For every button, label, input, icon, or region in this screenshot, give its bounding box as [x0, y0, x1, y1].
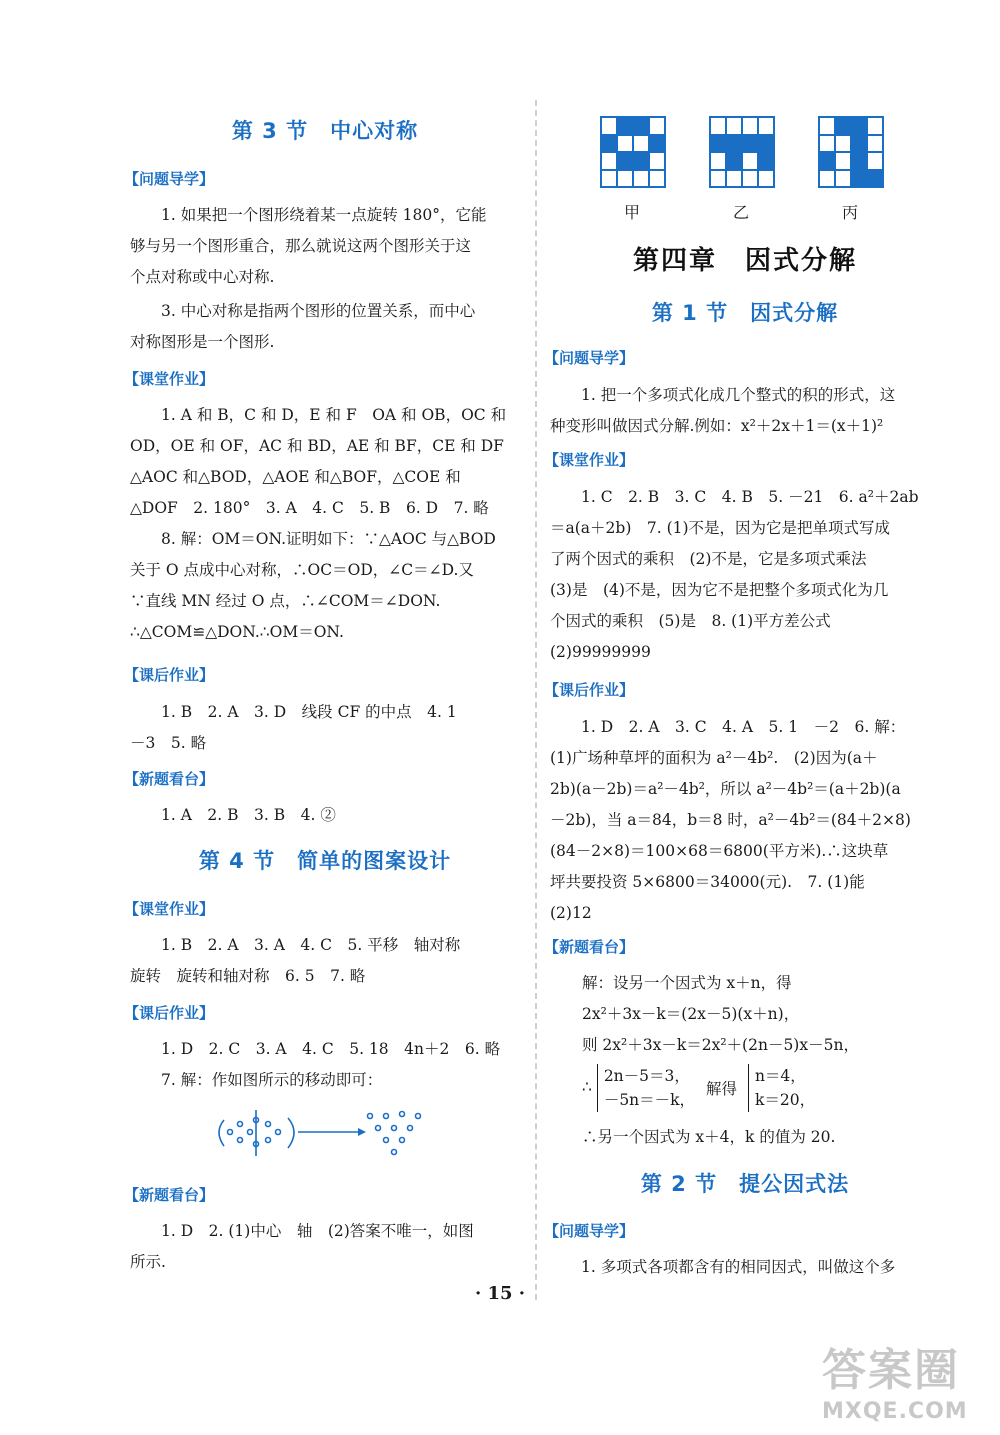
- grid-cell: [758, 135, 774, 153]
- grid-cell: [819, 117, 835, 135]
- line: －3 5. 略: [130, 734, 207, 752]
- line: 个因式的乘积 (5)是 8. (1)平方差公式: [550, 612, 831, 630]
- grid-cell: [726, 135, 742, 153]
- grid-cell: [835, 135, 851, 153]
- line: 8. 解：OM＝ON.证明如下：∵△AOC 与△BOD: [161, 530, 496, 548]
- q3-text: [130, 296, 520, 358]
- line: △DOF 2. 180° 3. A 4. C 5. B 6. D 7. 略: [130, 499, 489, 517]
- grid-cell: [867, 135, 883, 153]
- tag-kehou: 【课后作业】: [544, 681, 635, 699]
- line: ∴另一个因式为 x＋4，k 的值为 20.: [582, 1128, 836, 1146]
- grid-cell: [742, 170, 758, 188]
- grid-cell: [758, 152, 774, 170]
- grid-figure-bing: [818, 116, 884, 188]
- line: 1. 把一个多项式化成几个整式的积的形式，这: [581, 386, 896, 404]
- grid-label-bing: 丙: [841, 203, 858, 222]
- watermark: [822, 1343, 992, 1431]
- line: (2)99999999: [550, 643, 651, 661]
- grid-cell: [867, 117, 883, 135]
- grid-cell: [617, 135, 633, 153]
- line: 1. D 2. A 3. C 4. A 5. 1 －2 6. 解：: [581, 718, 906, 736]
- grid-figure-jia: [600, 116, 666, 188]
- line: 1. A 2. B 3. B 4. ②: [161, 806, 336, 824]
- watermark-logo-text: 答案圈: [822, 1345, 960, 1396]
- grid-cell: [633, 117, 649, 135]
- line: 对称图形是一个图形.: [130, 333, 275, 351]
- grid-cell: [851, 117, 867, 135]
- system-right: [748, 1064, 815, 1112]
- line: 种变形叫做因式分解.例如：x²＋2x＋1＝(x＋1)²: [550, 417, 884, 435]
- system-left: [597, 1064, 695, 1112]
- grid-cell: [851, 135, 867, 153]
- grid-cell: [617, 152, 633, 170]
- grid-cell: [617, 170, 633, 188]
- column-divider: [535, 100, 537, 1300]
- chapter-title: 第四章 因式分解: [632, 246, 857, 276]
- grid-cell: [835, 117, 851, 135]
- equation: k＝20，: [754, 1091, 816, 1109]
- line: 1. B 2. A 3. A 4. C 5. 平移 轴对称: [161, 936, 461, 954]
- kehou2-text: [130, 1034, 520, 1096]
- ketang2-text: [130, 930, 520, 992]
- grid-cell: [710, 117, 726, 135]
- line: 了两个因式的乘积 (2)不是，它是多项式乘法: [550, 550, 867, 568]
- line: 2x²＋3x－k＝(2x－5)(x＋n)，: [582, 1005, 800, 1023]
- line: 旋转 旋转和轴对称 6. 5 7. 略: [130, 967, 366, 985]
- tag-xinti: 【新题看台】: [544, 938, 635, 956]
- tag-xinti: 【新题看台】: [124, 770, 215, 788]
- grid-cell: [710, 170, 726, 188]
- tag-kehou-2: 【课后作业】: [124, 1004, 215, 1022]
- line: 3. 中心对称是指两个图形的位置关系，而中心: [161, 302, 476, 320]
- grid-cell: [758, 170, 774, 188]
- xinti-text: [130, 800, 520, 831]
- ketang-text: [130, 400, 520, 648]
- grid-cell: [726, 170, 742, 188]
- tag-xinti-2: 【新题看台】: [124, 1186, 215, 1204]
- equation-system: [582, 1064, 940, 1112]
- r-xinti-end: [582, 1122, 940, 1153]
- equation: －5n＝－k，: [603, 1091, 696, 1109]
- grid-cell: [710, 135, 726, 153]
- grid-cell: [758, 117, 774, 135]
- tag-wentidaoxue: 【问题导学】: [124, 170, 215, 188]
- r-kehou-text: [550, 712, 940, 929]
- grid-cell: [867, 152, 883, 170]
- kehou-text: [130, 697, 520, 759]
- section-3-title: 第 3 节 中心对称: [231, 119, 419, 143]
- xinti2-text: [130, 1216, 520, 1278]
- grid-cell: [633, 152, 649, 170]
- tag-kehou: 【课后作业】: [124, 666, 215, 684]
- grid-cell: [851, 152, 867, 170]
- line: 1. 多项式各项都含有的相同因式，叫做这个多: [581, 1258, 896, 1276]
- line: (3)是 (4)不是，因为它不是把整个多项式化为几: [550, 581, 889, 599]
- tag-wentidaoxue: 【问题导学】: [544, 349, 635, 367]
- q1-text: [130, 200, 520, 293]
- grid-cell: [649, 170, 665, 188]
- grid-cell: [835, 170, 851, 188]
- line: OD，OE 和 OF，AC 和 BD，AE 和 BF，CE 和 DF: [130, 437, 504, 455]
- r-q1-text: [550, 380, 940, 442]
- grid-cell: [601, 152, 617, 170]
- grid-cell: [601, 170, 617, 188]
- line: 则 2x²＋3x－k＝2x²＋(2n－5)x－5n，: [582, 1036, 859, 1054]
- line: 个点对称或中心对称.: [130, 268, 275, 286]
- therefore-symbol: ∴: [582, 1078, 592, 1096]
- line: (84－2×8)＝100×68＝6800(平方米).∴这块草: [550, 842, 889, 860]
- grid-figure-yi: [709, 116, 775, 188]
- r-q-last: [550, 1252, 940, 1283]
- grid-cell: [633, 135, 649, 153]
- line: △AOC 和△BOD，△AOE 和△BOF，△COE 和: [130, 468, 461, 486]
- page-number: · 15 ·: [474, 1283, 526, 1304]
- grid-cell: [867, 170, 883, 188]
- line: －2b)，当 a＝84，b＝8 时，a²－4b²＝(84＋2×8): [550, 811, 911, 829]
- grid-cell: [633, 170, 649, 188]
- grid-cell: [601, 135, 617, 153]
- equation: n＝4，: [754, 1067, 806, 1085]
- line: 1. 如果把一个图形绕着某一点旋转 180°，它能: [161, 206, 487, 224]
- line: 关于 O 点成中心对称，∴OC＝OD，∠C＝∠D.又: [130, 561, 474, 579]
- section-2-title: 第 2 节 提公因式法: [640, 1172, 850, 1196]
- grid-cell: [649, 117, 665, 135]
- r-xinti-text: [582, 968, 940, 1061]
- line: 1. C 2. B 3. C 4. B 5. －21 6. a²＋2ab: [581, 488, 919, 506]
- tag-wentidaoxue-2: 【问题导学】: [544, 1222, 635, 1240]
- grid-cell: [742, 135, 758, 153]
- tag-ketang: 【课堂作业】: [124, 370, 215, 388]
- grid-cell: [819, 170, 835, 188]
- line: 7. 解：作如图所示的移动即可：: [161, 1071, 383, 1089]
- line: 够与另一个图形重合，那么就说这两个图形关于这: [130, 237, 472, 255]
- line: 坪共要投资 5×6800＝34000(元). 7. (1)能: [550, 873, 865, 891]
- line: 2b)(a－2b)＝a²－4b²，所以 a²－4b²＝(a＋2b)(a: [550, 780, 901, 798]
- grid-cell: [649, 135, 665, 153]
- grid-cell: [617, 117, 633, 135]
- line: 所示.: [130, 1253, 166, 1271]
- grid-cell: [742, 152, 758, 170]
- grid-label-jia: 甲: [623, 203, 640, 222]
- grid-cell: [601, 117, 617, 135]
- grid-cell: [710, 152, 726, 170]
- line: 解：设另一个因式为 x＋n，得: [582, 974, 792, 992]
- line: ∵直线 MN 经过 O 点，∴∠COM＝∠DON.: [130, 592, 441, 610]
- grid-cell: [726, 152, 742, 170]
- grid-cell: [726, 117, 742, 135]
- section-1-title: 第 1 节 因式分解: [651, 301, 839, 325]
- dot-pattern-figure: [210, 1102, 450, 1162]
- grid-cell: [819, 152, 835, 170]
- grid-cell: [851, 170, 867, 188]
- grid-cell: [835, 152, 851, 170]
- line: 1. D 2. (1)中心 轴 (2)答案不唯一，如图: [161, 1222, 474, 1240]
- grid-label-yi: 乙: [732, 203, 749, 222]
- grid-cell: [649, 152, 665, 170]
- grid-cell: [742, 117, 758, 135]
- tag-ketang: 【课堂作业】: [544, 451, 635, 469]
- line: (2)12: [550, 904, 592, 922]
- equation: 2n－5＝3，: [603, 1067, 690, 1085]
- line: 1. B 2. A 3. D 线段 CF 的中点 4. 1: [161, 703, 457, 721]
- solve-label: 解得: [706, 1080, 738, 1098]
- line: ＝a(a＋2b) 7. (1)不是，因为它是把单项式写成: [550, 519, 891, 537]
- r-ketang-text: [550, 482, 940, 668]
- grid-cell: [819, 135, 835, 153]
- watermark-url: MXQE.COM: [822, 1399, 968, 1424]
- line: (1)广场种草坪的面积为 a²－4b². (2)因为(a＋: [550, 749, 878, 767]
- section-4-title: 第 4 节 简单的图案设计: [198, 849, 452, 873]
- line: 1. D 2. C 3. A 4. C 5. 18 4n＋2 6. 略: [161, 1040, 501, 1058]
- tag-ketang-2: 【课堂作业】: [124, 900, 215, 918]
- line: ∴△COM≌△DON.∴OM＝ON.: [130, 623, 344, 641]
- line: 1. A 和 B，C 和 D，E 和 F OA 和 OB，OC 和: [161, 406, 507, 424]
